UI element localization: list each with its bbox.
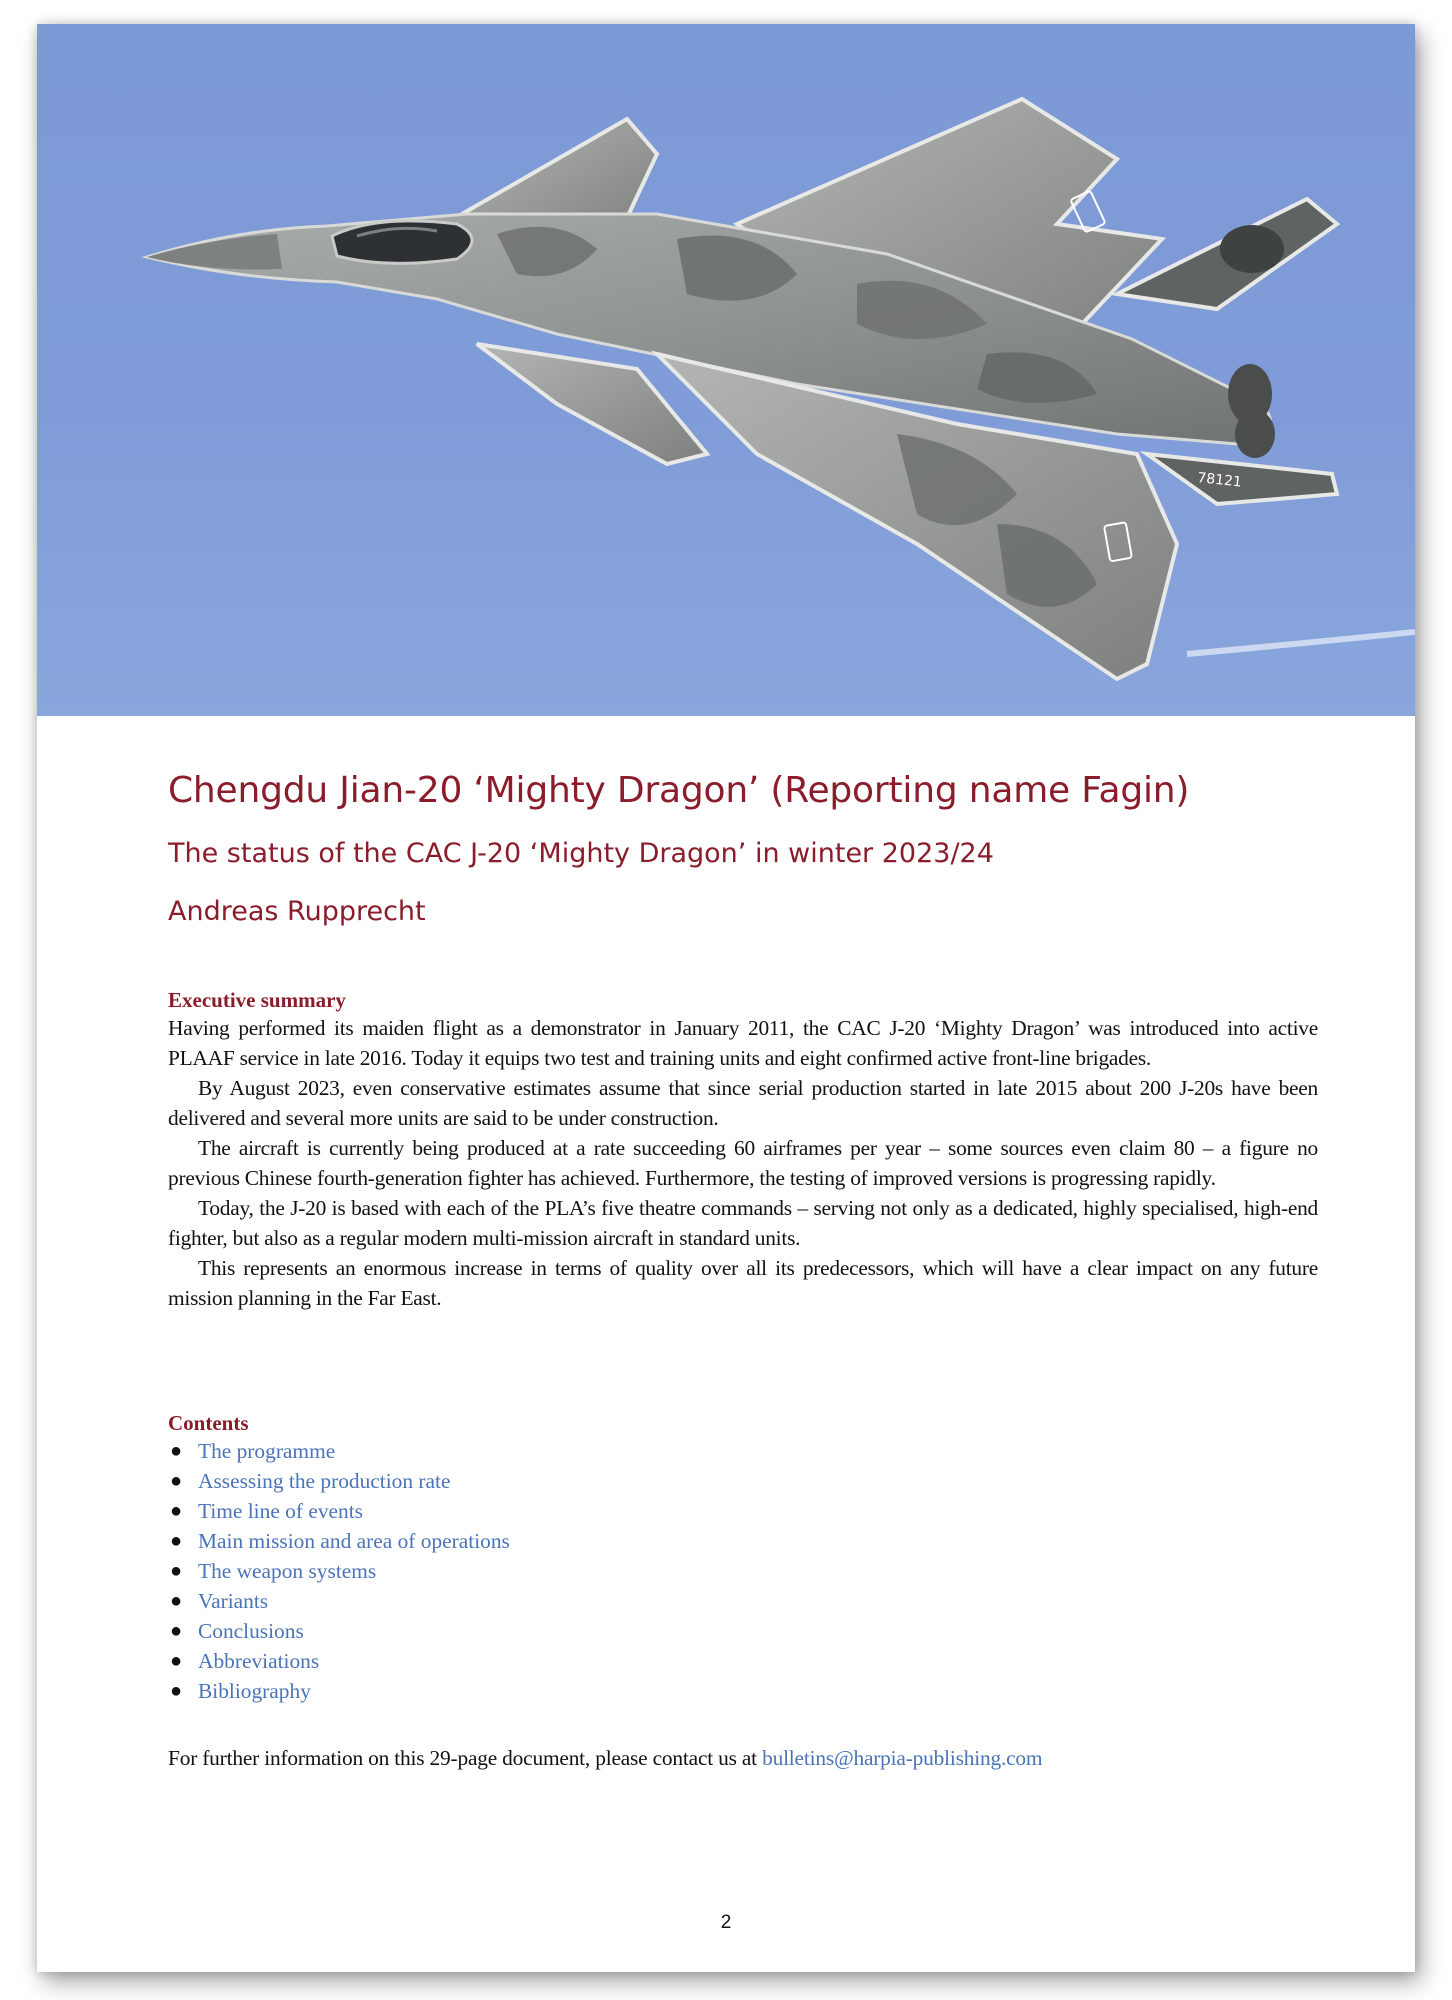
svg-text:78121: 78121 [1196, 470, 1243, 491]
contents-link[interactable]: Abbreviations [198, 1649, 320, 1673]
contents-section [168, 1411, 1318, 1706]
contents-item-main-mission[interactable] [168, 1526, 1318, 1556]
contents-heading: Contents [168, 1411, 249, 1435]
contents-item-programme[interactable] [168, 1436, 1318, 1466]
contents-item-abbreviations[interactable] [168, 1646, 1318, 1676]
document-subtitle: The status of the CAC J-20 ‘Mighty Dragon’ in winter 2023/24 [168, 838, 994, 869]
contents-link[interactable]: Assessing the production rate [198, 1469, 451, 1493]
contents-link[interactable]: Conclusions [198, 1619, 304, 1643]
header-photo [37, 24, 1415, 716]
summary-paragraph: Having performed its maiden flight as a demonstrator in January 2011, the CAC J-20 ‘Mighty Dragon’ was introduced into active PLAAF service in late 2016. Today it equips two test and training units and eight confirmed active front-line brigades. [168, 1016, 1318, 1070]
summary-paragraph: This represents an enormous increase in terms of quality over all its predecessors, which will have a clear impact on any future mission planning in the Far East. [168, 1256, 1318, 1310]
contact-line [168, 1743, 1318, 1773]
contents-item-variants[interactable] [168, 1586, 1318, 1616]
contents-link[interactable]: The weapon systems [198, 1559, 377, 1583]
contents-list [168, 1436, 1318, 1706]
bullet-icon: ● [170, 1500, 183, 1522]
contents-item-production-rate[interactable] [168, 1466, 1318, 1496]
executive-summary [168, 988, 1318, 1313]
summary-paragraph: Today, the J-20 is based with each of the PLA’s five theatre commands – serving not only as a dedicated, highly specialised, high-end fighter, but also as a regular modern multi-mission aircraft in standard units. [168, 1196, 1318, 1250]
bullet-icon: ● [170, 1530, 183, 1552]
document-author: Andreas Rupprecht [168, 896, 426, 927]
contents-link[interactable]: Bibliography [198, 1679, 311, 1703]
contents-item-weapon-systems[interactable] [168, 1556, 1318, 1586]
document-title: Chengdu Jian-20 ‘Mighty Dragon’ (Reporting name Fagin) [168, 770, 1190, 811]
executive-summary-heading: Executive summary [168, 988, 346, 1012]
bullet-icon: ● [170, 1560, 183, 1582]
bullet-icon: ● [170, 1470, 183, 1492]
contents-item-bibliography[interactable] [168, 1676, 1318, 1706]
page-number: 2 [720, 1912, 732, 1933]
contents-item-time-line[interactable] [168, 1496, 1318, 1526]
bullet-icon: ● [170, 1440, 183, 1462]
document-page [37, 24, 1415, 1972]
summary-paragraph: By August 2023, even conservative estimates assume that since serial production started in late 2015 about 200 J-20s have been delivered and several more units are said to be under construction. [168, 1076, 1318, 1130]
bullet-icon: ● [170, 1680, 183, 1702]
contact-text: For further information on this 29-page document, please contact us at [168, 1746, 763, 1770]
contents-link[interactable]: Time line of events [198, 1499, 363, 1523]
summary-paragraph: The aircraft is currently being produced at a rate succeeding 60 airframes per year – some sources even claim 80 – a figure no previous Chinese fourth-generation fighter has achieved. Furthermore, the testing of improved versions is progressing rapidly. [168, 1136, 1318, 1190]
bullet-icon: ● [170, 1650, 183, 1672]
contents-link[interactable]: Main mission and area of operations [198, 1529, 510, 1553]
bullet-icon: ● [170, 1620, 183, 1642]
bullet-icon: ● [170, 1590, 183, 1612]
contact-email-link[interactable]: bulletins@harpia-publishing.com [762, 1746, 1043, 1770]
contents-link[interactable]: The programme [198, 1439, 336, 1463]
contents-link[interactable]: Variants [198, 1589, 269, 1613]
contents-item-conclusions[interactable] [168, 1616, 1318, 1646]
jet-fighter-illustration [37, 24, 1415, 716]
